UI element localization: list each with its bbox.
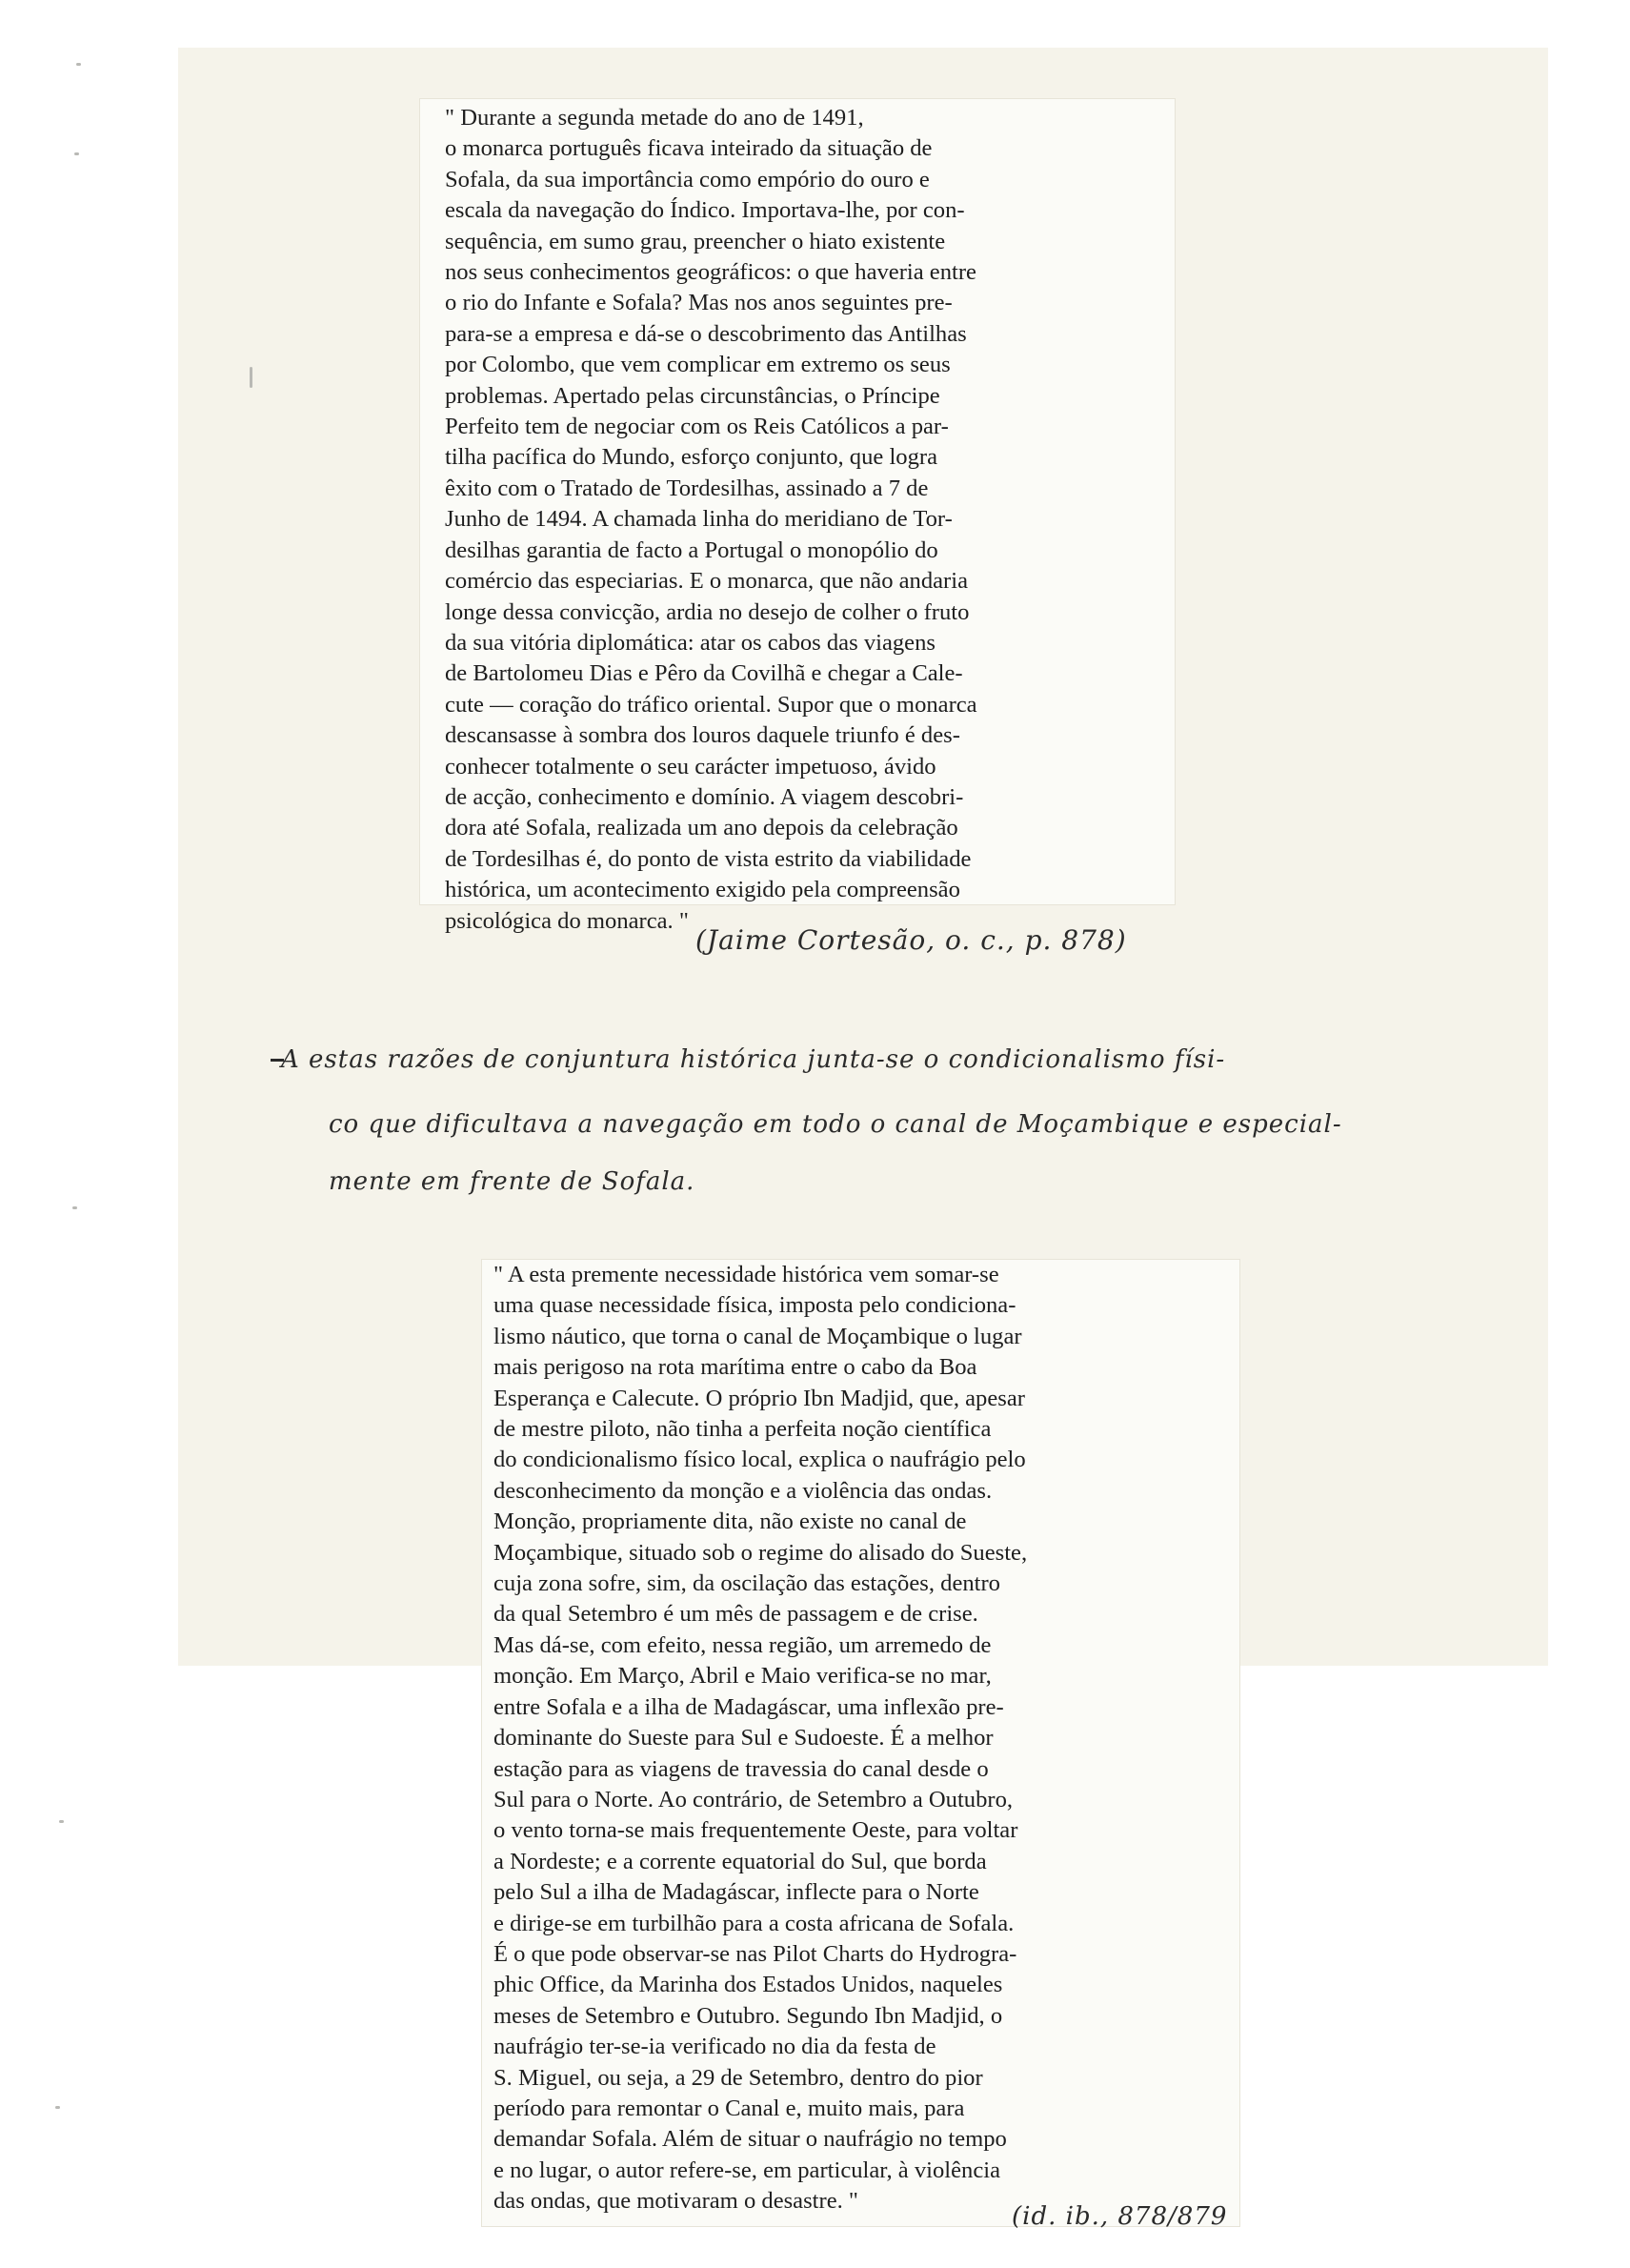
text-line: desconhecimento da monção e a violência das ondas. bbox=[493, 1477, 993, 1504]
text-line: Sul para o Norte. Ao contrário, de Setembro a Outubro, bbox=[493, 1786, 1014, 1812]
newspaper-clipping-2 bbox=[482, 1260, 1239, 2226]
text-line: Junho de 1494. A chamada linha do meridiano de Tor- bbox=[445, 506, 953, 533]
text-line: o rio do Infante e Sofala? Mas nos anos seguintes pre- bbox=[445, 290, 953, 316]
text-line: " Durante a segunda metade do ano de 1491, bbox=[445, 105, 864, 131]
text-line: cute — coração do tráfico oriental. Supor que o monarca bbox=[445, 691, 977, 718]
text-line: S. Miguel, ou seja, a 29 de Setembro, dentro do pior bbox=[493, 2064, 983, 2091]
text-line: Monção, propriamente dita, não existe no canal de bbox=[493, 1509, 967, 1535]
text-line: monção. Em Março, Abril e Maio verifica-se no mar, bbox=[493, 1663, 992, 1690]
text-line: tilha pacífica do Mundo, esforço conjunto, que logra bbox=[445, 444, 937, 471]
text-line: de Bartolomeu Dias e Pêro da Covilhã e chegar a Cale- bbox=[445, 660, 963, 687]
text-line: sequência, em sumo grau, preencher o hiato existente bbox=[445, 228, 946, 254]
text-line: desilhas garantia de facto a Portugal o monopólio do bbox=[445, 537, 938, 563]
margin-speck bbox=[55, 2106, 60, 2109]
text-line: da qual Setembro é um mês de passagem e de crise. bbox=[493, 1601, 978, 1628]
newspaper-clipping-1 bbox=[420, 99, 1175, 934]
text-line: Esperança e Calecute. O próprio Ibn Madjid, que, apesar bbox=[493, 1385, 1025, 1411]
text-line: a Nordeste; e a corrente equatorial do Sul, que borda bbox=[493, 1848, 987, 1874]
text-line: estação para as viagens de travessia do canal desde o bbox=[493, 1755, 989, 1782]
text-line: por Colombo, que vem complicar em extremo os seus bbox=[445, 352, 951, 378]
text-line: para-se a empresa e dá-se o descobrimento das Antilhas bbox=[445, 320, 967, 347]
text-line: descansasse à sombra dos louros daquele triunfo é des- bbox=[445, 722, 960, 749]
text-line: de acção, conhecimento e domínio. A viagem descobri- bbox=[445, 783, 964, 810]
text-line: entre Sofala e a ilha de Madagáscar, uma inflexão pre- bbox=[493, 1693, 1004, 1720]
text-line: comércio das especiarias. E o monarca, que não andaria bbox=[445, 568, 969, 595]
text-line: de mestre piloto, não tinha a perfeita noção científica bbox=[493, 1416, 992, 1443]
margin-speck bbox=[72, 1206, 77, 1209]
text-line: dominante do Sueste para Sul e Sudoeste. É a melhor bbox=[493, 1725, 994, 1752]
text-line: É o que pode observar-se nas Pilot Charts do Hydrogra- bbox=[493, 1940, 1017, 1967]
clipping-2-text bbox=[482, 1260, 1239, 2217]
text-line: problemas. Apertado pelas circunstâncias, o Príncipe bbox=[445, 382, 940, 409]
text-line: Mas dá-se, com efeito, nessa região, um arremedo de bbox=[493, 1631, 992, 1658]
handwritten-citation-2: (id. ib., 878/879 bbox=[1012, 2202, 1228, 2231]
handwritten-note-line-1: A estas razões de conjuntura histórica junta-se o condicionalismo físi- bbox=[281, 1045, 1226, 1074]
text-line: " A esta premente necessidade histórica vem somar-se bbox=[493, 1262, 999, 1287]
text-line: do condicionalismo físico local, explica o naufrágio pelo bbox=[493, 1447, 1026, 1473]
handwritten-citation-1: (Jaime Cortesão, o. c., p. 878) bbox=[695, 924, 1127, 956]
margin-speck bbox=[250, 367, 252, 388]
text-line: cuja zona sofre, sim, da oscilação das estações, dentro bbox=[493, 1570, 1000, 1597]
text-line: uma quase necessidade física, imposta pelo condiciona- bbox=[493, 1292, 1016, 1319]
text-line: naufrágio ter-se-ia verificado no dia da festa de bbox=[493, 2034, 936, 2060]
margin-speck bbox=[59, 1820, 64, 1823]
text-line: lismo náutico, que torna o canal de Moçambique o lugar bbox=[493, 1323, 1022, 1349]
text-line: dora até Sofala, realizada um ano depois da celebração bbox=[445, 815, 958, 841]
text-line: da sua vitória diplomática: atar os cabos das viagens bbox=[445, 629, 936, 656]
text-line: conhecer totalmente o seu carácter impetuoso, ávido bbox=[445, 753, 936, 780]
text-line: phic Office, da Marinha dos Estados Unidos, naqueles bbox=[493, 1972, 1003, 1998]
text-line: o vento torna-se mais frequentemente Oeste, para voltar bbox=[493, 1817, 1018, 1844]
text-line: mais perigoso na rota marítima entre o cabo da Boa bbox=[493, 1354, 977, 1381]
text-line: período para remontar o Canal e, muito mais, para bbox=[493, 2095, 965, 2121]
clipping-1-text bbox=[420, 99, 1175, 937]
handwritten-note-line-2: co que dificultava a navegação em todo o canal de Moçambique e especial- bbox=[329, 1110, 1342, 1139]
handwritten-note-line-3: mente em frente de Sofala. bbox=[329, 1167, 695, 1196]
text-line: e no lugar, o autor refere-se, em particular, à violência bbox=[493, 2157, 1000, 2183]
text-line: de Tordesilhas é, do ponto de vista estrito da viabilidade bbox=[445, 845, 972, 872]
margin-speck bbox=[76, 63, 81, 66]
text-line: o monarca português ficava inteirado da situação de bbox=[445, 135, 933, 162]
text-line: nos seus conhecimentos geográficos: o que haveria entre bbox=[445, 259, 976, 286]
text-line: êxito com o Tratado de Tordesilhas, assinado a 7 de bbox=[445, 475, 929, 501]
text-line: meses de Setembro e Outubro. Segundo Ibn Madjid, o bbox=[493, 2002, 1003, 2029]
text-line: Sofala, da sua importância como empório do ouro e bbox=[445, 166, 930, 192]
text-line: escala da navegação do Índico. Importava-lhe, por con- bbox=[445, 197, 965, 224]
text-line: das ondas, que motivaram o desastre. " bbox=[493, 2188, 858, 2215]
text-line: pelo Sul a ilha de Madagáscar, inflecte para o Norte bbox=[493, 1879, 979, 1906]
text-line: longe dessa convicção, ardia no desejo de colher o fruto bbox=[445, 598, 970, 625]
text-line: Moçambique, situado sob o regime do alisado do Sueste, bbox=[493, 1539, 1028, 1566]
text-line: histórica, um acontecimento exigido pela compreensão bbox=[445, 877, 960, 903]
text-line: e dirige-se em turbilhão para a costa africana de Sofala. bbox=[493, 1910, 1015, 1936]
margin-speck bbox=[74, 152, 79, 155]
text-line: psicológica do monarca. " bbox=[445, 907, 689, 934]
text-line: demandar Sofala. Além de situar o naufrágio no tempo bbox=[493, 2126, 1007, 2153]
text-line: Perfeito tem de negociar com os Reis Católicos a par- bbox=[445, 414, 949, 440]
